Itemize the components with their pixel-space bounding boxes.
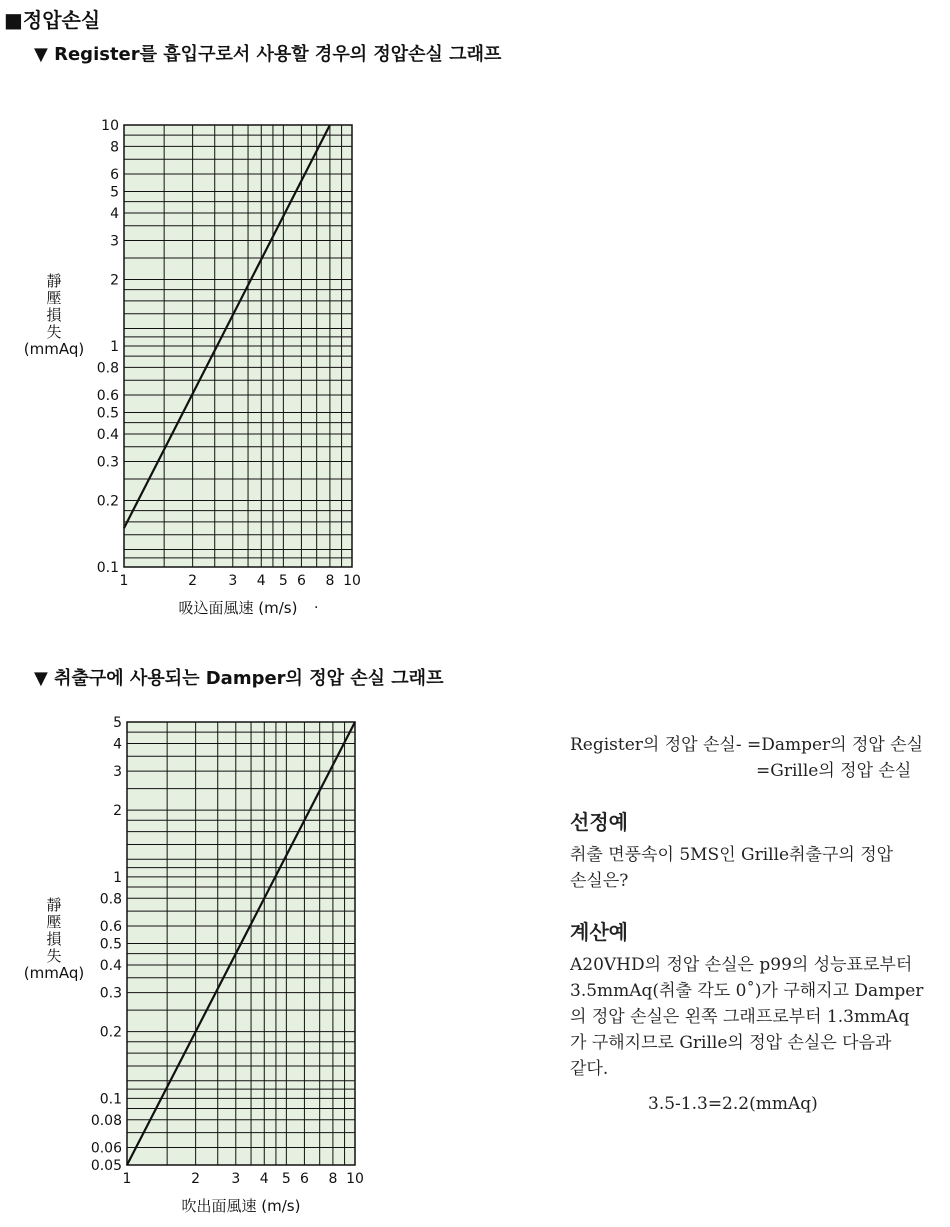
y-axis-label: 失 (46, 323, 62, 341)
y-tick-label: 0.1 (96, 560, 119, 576)
calc-line-2: 3.5mmAq(취출 각도 0˚)가 구해지고 Damper (570, 981, 924, 1001)
y-axis-label: (mmAq) (23, 340, 85, 358)
page-title: ■정압손실 (4, 8, 101, 32)
example-heading: 선정예 (570, 810, 628, 834)
y-tick-label: 0.06 (90, 1140, 122, 1157)
y-tick-label: 6 (110, 167, 119, 184)
x-tick-label: 3 (231, 1171, 241, 1187)
y-tick-label: 0.2 (99, 1024, 122, 1041)
calc-heading: 계산예 (570, 920, 628, 944)
x-axis-label: 吸込面風速 (m/s) (178, 599, 298, 617)
y-axis-label: 損 (46, 306, 62, 324)
example-line-2: 손실은? (570, 871, 629, 891)
calc-line-5: 같다. (570, 1059, 609, 1079)
x-tick-label: 8 (325, 573, 335, 589)
y-tick-label: 2 (113, 803, 122, 820)
section-title-damper: ▼ 취출구에 사용되는 Damper의 정압 손실 그래프 (34, 668, 444, 689)
formula-line-2: =Grille의 정압 손실 (756, 761, 912, 781)
x-tick-label: 3 (228, 573, 238, 589)
y-tick-label: 0.4 (96, 426, 119, 443)
y-tick-label: 1 (110, 339, 119, 355)
x-axis-label: 吹出面風速 (m/s) (181, 1197, 301, 1215)
y-tick-label: 0.3 (99, 985, 122, 1002)
y-axis-label: 壓 (46, 289, 62, 307)
x-tick-label: 5 (278, 573, 288, 589)
y-tick-label: 5 (113, 715, 122, 731)
x-tick-label: 6 (299, 1171, 309, 1187)
x-tick-label: 5 (281, 1171, 291, 1187)
y-tick-label: 0.2 (96, 493, 119, 510)
example-line-1: 취출 면풍속이 5MS인 Grille취출구의 정압 (570, 845, 894, 865)
y-axis-label: (mmAq) (23, 964, 85, 982)
y-axis-label: 靜 (46, 272, 62, 290)
y-tick-label: 8 (110, 139, 119, 156)
y-tick-label: 5 (110, 184, 119, 201)
calc-line-3: 의 정압 손실은 왼쪽 그래프로부터 1.3mmAq (570, 1007, 910, 1027)
section-title-register: ▼ Register를 흡입구로서 사용할 경우의 정압손실 그래프 (34, 44, 502, 65)
stray-dot: . (314, 596, 319, 612)
x-tick-label: 10 (343, 573, 361, 589)
y-tick-label: 4 (113, 736, 122, 753)
x-tick-label: 2 (191, 1171, 201, 1187)
y-tick-label: 0.05 (90, 1158, 122, 1174)
y-tick-label: 1 (113, 869, 122, 886)
x-tick-label: 8 (328, 1171, 338, 1187)
y-axis-label: 靜 (46, 896, 62, 914)
y-tick-label: 3 (113, 764, 122, 781)
y-tick-label: 0.4 (99, 957, 122, 974)
x-tick-label: 4 (256, 573, 266, 589)
calc-result: 3.5-1.3=2.2(mmAq) (648, 1094, 818, 1114)
y-tick-label: 2 (110, 272, 119, 289)
x-tick-label: 10 (346, 1171, 364, 1187)
y-axis-label: 壓 (46, 913, 62, 931)
x-tick-label: 6 (296, 573, 306, 589)
x-tick-label: 2 (188, 573, 198, 589)
formula-line-1: Register의 정압 손실- =Damper의 정압 손실 (570, 735, 924, 755)
y-tick-label: 0.8 (99, 891, 122, 908)
y-tick-label: 3 (110, 233, 119, 250)
x-tick-label: 4 (259, 1171, 269, 1187)
calc-line-1: A20VHD의 정압 손실은 p99의 성능표로부터 (570, 955, 913, 975)
y-tick-label: 4 (110, 205, 119, 222)
y-tick-label: 0.6 (96, 388, 119, 405)
x-tick-label: 1 (119, 573, 129, 589)
y-tick-label: 0.1 (99, 1091, 122, 1108)
y-tick-label: 0.6 (99, 918, 122, 935)
y-tick-label: 10 (101, 118, 119, 134)
y-tick-label: 0.8 (96, 360, 119, 377)
y-tick-label: 0.5 (99, 936, 122, 953)
x-tick-label: 1 (122, 1171, 132, 1187)
y-tick-label: 0.5 (96, 405, 119, 422)
calc-line-4: 가 구해지므로 Grille의 정압 손실은 다음과 (570, 1033, 892, 1053)
y-axis-label: 損 (46, 930, 62, 948)
y-tick-label: 0.08 (90, 1112, 122, 1129)
y-axis-label: 失 (46, 947, 62, 965)
y-tick-label: 0.3 (96, 454, 119, 471)
